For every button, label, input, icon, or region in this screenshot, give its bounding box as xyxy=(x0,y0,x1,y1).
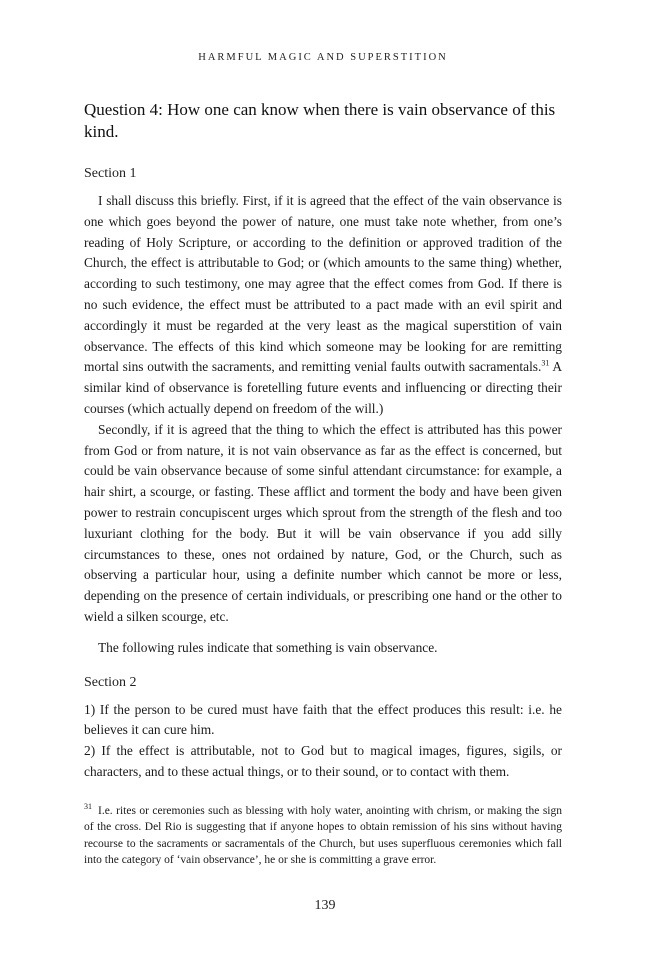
page-number: 139 xyxy=(314,898,336,913)
footnote xyxy=(84,803,562,869)
running-head: HARMFUL MAGIC AND SUPERSTITION xyxy=(198,52,448,63)
question-title: Question 4: How one can know when there is vain observance of this kind. xyxy=(84,100,556,141)
rule-item-1: 1) If the person to be cured must have faith that the effect produces this result: i.e. he believes it can cure him. xyxy=(84,701,562,738)
rule-item-2: 2) If the effect is attributable, not to God but to magical images, figures, sigils, or characters, and to these actual things, or to their sound, or to contact with them. xyxy=(84,743,562,779)
paragraph-1-text: I shall discuss this briefly. First, if it is agreed that the effect of the vain observance is one which goes beyond the power of nature, one must take note whether, from one’s reading of Holy Scripture, or according to the definition or approved tradition of the Church, the effect is attributable to God; or (which amounts to the same thing) whether, according to such testimony, one may agree that the effect comes from God. If there is no such evidence, the effect must be attributed to a pact made with an evil spirit and accordingly it must be regarded at the very least as the magical superstition of vain observance. The effects of this kind which someone may be looking for are remitting mortal sins outwith the sacraments, and remitting venial faults outwith sacramentals. xyxy=(84,193,562,375)
section-1-paragraph-2: Secondly, if it is agreed that the thing to which the effect is attributed has this power from God or from nature, it is not vain observance as far as the effect is concerned, but could be vain observance because of some sinful attendant circumstance: for example, a hair shirt, a scourge, or fasting. These afflict and torment the body and have been given power to restrain concupiscent urges which sprout from the strength of the flesh and too luxuriant clothing for the body. But it will be vain observance if you add silly circumstances to these, ones not ordained by nature, God, or the Church, such as observing a particular hour, using a definite number which cannot be more or less, depending on the presence of certain individuals, or prescribing one hand or the other to wield a silken scourge, etc. xyxy=(84,421,562,624)
section-2-heading: Section 2 xyxy=(84,674,137,690)
paragraph-1-continuation: A similar kind of observance is foretelling future events and influencing or directing their courses (which actually depend on freedom of the will.) xyxy=(84,359,563,416)
section-1-paragraph-3: The following rules indicate that something is vain observance. xyxy=(98,639,438,655)
section-1-paragraph-1 xyxy=(84,191,562,420)
footnote-reference[interactable]: 31 xyxy=(541,358,550,368)
footnote-text: I.e. rites or ceremonies such as blessing with holy water, anointing with chrism, or making the sign of the cross. Del Rio is suggesting that if anyone hopes to obtain remission of his sins without having recourse to the sacraments or sacramentals of the Church, but uses superfluous ceremonies which fall into the category of ‘vain observance’, he or she is committing a grave error. xyxy=(84,804,562,867)
section-1-heading: Section 1 xyxy=(84,166,137,181)
footnote-number: 31 xyxy=(84,801,92,811)
